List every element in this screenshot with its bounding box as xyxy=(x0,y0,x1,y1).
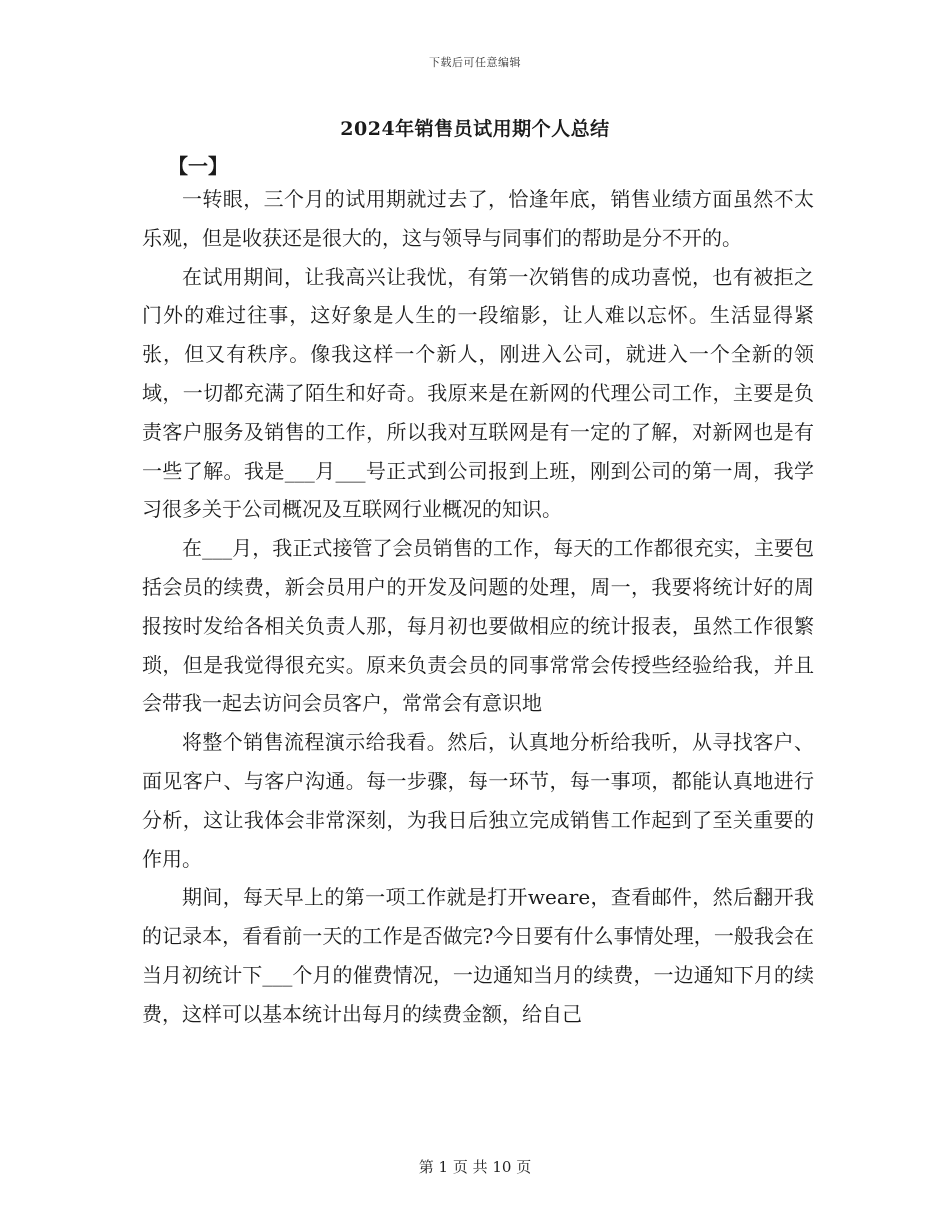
paragraph: 在试用期间，让我高兴让我忧，有第一次销售的成功喜悦，也有被拒之门外的难过往事，这好象是人生的一段缩影，让人难以忘怀。生活显得紧张，但又有秩序。像我这样一个新人，刚进入公司，就进入一个全新的领域，一切都充满了陌生和好奇。我原来是在新网的代理公司工作，主要是负责客户服务及销售的工作，所以我对互联网是有一定的了解，对新网也是有一些了解。我是___月___号正式到公司报到上班，刚到公司的第一周，我学习很多关于公司概况及互联网行业概况的知识。 xyxy=(142,264,814,522)
paragraph: 将整个销售流程演示给我看。然后，认真地分析给我听，从寻找客户、面见客户、与客户沟通。每一步骤，每一环节，每一事项，都能认真地进行分析，这让我体会非常深刻，为我日后独立完成销售工作起到了至关重要的作用。 xyxy=(142,730,814,871)
section-marker: 【一】 xyxy=(168,154,228,178)
paragraph: 在___月，我正式接管了会员销售的工作，每天的工作都很充实，主要包括会员的续费，新会员用户的开发及问题的处理，周一，我要将统计好的周报按时发给各相关负责人那，每月初也要做相应的统计报表，虽然工作很繁琐，但是我觉得很充实。原来负责会员的同事常常会传授些经验给我，并且会带我一起去访问会员客户，常常会有意识地 xyxy=(142,536,814,716)
paragraph: 期间，每天早上的第一项工作就是打开weare，查看邮件，然后翻开我的记录本，看看前一天的工作是否做完?今日要有什么事情处理，一般我会在当月初统计下___个月的催费情况，一边通知当月的续费，一边通知下月的续费，这样可以基本统计出每月的续费金额，给自己 xyxy=(142,885,814,1026)
document-title: 2024年销售员试用期个人总结 xyxy=(340,118,610,140)
document-body xyxy=(142,180,814,1034)
page-indicator: 第 1 页 共 10 页 xyxy=(418,1158,532,1176)
paragraph: 一转眼，三个月的试用期就过去了，恰逢年底，销售业绩方面虽然不太乐观，但是收获还是很大的，这与领导与同事们的帮助是分不开的。 xyxy=(142,187,814,250)
header-note: 下载后可任意编辑 xyxy=(429,56,521,69)
